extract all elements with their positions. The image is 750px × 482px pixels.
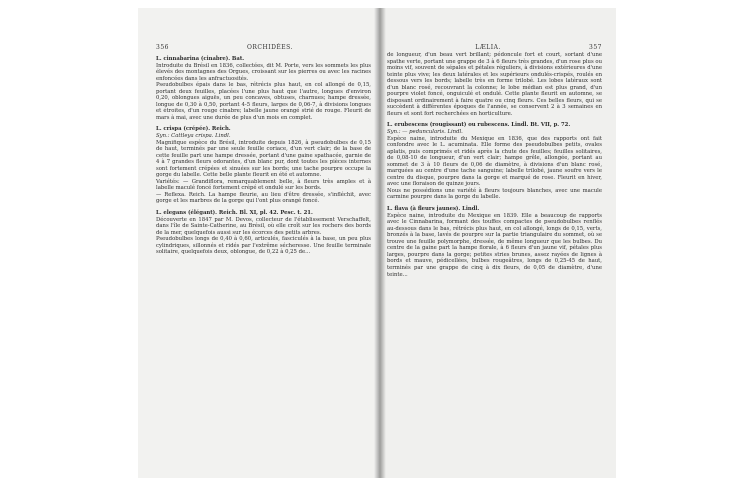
entry-synonym: Syn.: — peduncularis. Lindl. <box>387 129 463 136</box>
book-spread <box>138 8 616 478</box>
entry-heading: L. erubescens (rougissant) ou rubescens. Lindl. Bt. VII, p. 72. <box>387 122 571 129</box>
entry-paragraph: Introduite du Brésil en 1836, collectées, dit M. Porte, vers les sommets les plus élevés des montagnes des Orgues, croissant sur les pierres ou avec les racines enfoncées dans les anfractuosités. <box>156 62 371 82</box>
right-running-title: LÆLIA. <box>475 44 501 51</box>
right-page-number: 357 <box>589 44 602 51</box>
entry-paragraph: Pseudobulbes longs de 0,40 à 0,60, articulés, fasciculés à la base, un peu plus cylindriques, sillonnés et ridés par l'extrême sécheresse. Une feuille terminale solitaire, quelquefois deux, oblongue, de 0,22 à 0,25 de... <box>156 236 371 256</box>
left-running-title: ORCHIDÉES. <box>246 44 293 51</box>
entry-paragraph: Pseudobulbes épais dans le bas, rétrécis plus haut, en col allongé de 0,15, portant deux feuilles, placées l'une plus haut que l'autre, longues d'environ 0,20, oblongues aiguës, un peu concaves, obtuses, charnues; hampe dressée, longue de 0,30 à 0,50, portant 4-5 fleurs, larges de 0,06-7, à divisions longues et étroites, d'un rouge cinabre; labelle jaune orangé strié de rouge. Fleurit de mars à mai, avec une durée de plus d'un mois en complet. <box>156 82 371 121</box>
entry-paragraph: Espèce naine, introduite du Mexique en 1839. Elle a beaucoup de rapports avec le Cinnabarina, formant des touffes compactes de pseudobulbes renflés au-dessous dans le bas, rétrécis plus haut, en col allongé, longs de 0,15, verts, bronzés à la base, lavés de pourpre sur la partie triangulaire du sommet, où se trouve une feuille polymorphe, dressée, de même longueur que les bulbes. Du centre de la gaine part la hampe florale, à 6 fleurs d'un jaune vif, pétales plus larges, pourpre dans la gorge; petites stries brunes, assez rayées de lignes à bords et mauve, pédicellées, bulbes rougeâtres, longs de 0,25-45 de haut, terminés par une grappe de cinq à dix fleurs, de 0,05 de diamètre, d'une teinte... <box>387 212 602 278</box>
entry-paragraph: Espèce naine, introduite du Mexique en 1836, que des rapports ont fait confondre avec le L. acuminata. Elle forme des pseudobulbes petits, ovales aplatis, puis comprimés et ridés après la chute des feuilles; feuilles solitaires, de 0,08-10 de longueur, d'un vert clair; hampe grêle, allongée, portant au sommet de 3 à 10 fleurs de 0,06 de diamètre, à divisions d'un blanc rosé, marquées au centre d'une tache sanguine; labelle trilobé, jaune soufre vers le centre du disque, pourpre dans la gorge et marqué de rose. Fleurit en hiver, avec une floraison de quinze jours. <box>387 135 602 188</box>
entry-heading: L. crispa (crépée). Reich. <box>156 126 231 133</box>
left-page-number: 356 <box>156 44 169 51</box>
entry-paragraph: Découverte en 1847 par M. Devos, collecteur de l'établissement Verschaffelt, dans l'île de Sainte-Catherine, au Brésil, où elle croît sur les rochers des bords de la mer, quelquefois aussi sur les écorces des petits arbres. <box>156 216 371 236</box>
entry-paragraph: Magnifique espèce du Brésil, introduite depuis 1826, à pseudobulbes de 0,15 de haut, terminés par une seule feuille coriace, d'un vert clair; de la base de cette feuille part une hampe dressée, portant d'une gaine spathacée, garnie de 4 à 7 grandes fleurs odorantes, d'un blanc pur, dont toutes les pièces internes sont fortement crépées et sinuées sur les bords; une tache pourpre occupe la gorge du labelle. Cette belle plante fleurit en été et automne. <box>156 139 371 179</box>
entry-synonym: Syn.: Cattleya crispa. Lindl. <box>156 133 231 140</box>
entry-heading: L. flava (à fleurs jaunes). Lindl. <box>387 206 480 213</box>
book-gutter-shadow <box>374 8 386 478</box>
entry-paragraph: Variétés: — Grandiflora, remarquablement belle, à fleurs très amples et à labelle maculé foncé fortement crépé et ondulé sur les bords. <box>156 178 371 192</box>
left-page <box>138 8 379 478</box>
entry-paragraph: de longueur, d'un beau vert brillant; pédoncule fort et court, sortant d'une spathe verte, portant une grappe de 3 à 6 fleurs très grandes, d'un rose plus ou moins vif, souvent de sépales et pétales réguliers, à divisions extérieures d'une teinte plus vive; les deux latérales et les supérieurs ondulés-crispés, roulés en dessous vers les bords; labelle très en forme trilobé. Les lobes latéraux sont d'un blanc rosé, recouvrant la colonne; le lobe médian est plus grand, d'un pourpre violet foncé, onguiculé et ondulé. Cette plante fleurit en automne, se disposant ordinairement à faire quatre ou cinq fleurs. Ces belles fleurs, qui se succèdent à différentes époques de l'année, se conservent 2 à 3 semaines en fleurs et sont fort recherchées en horticulture. <box>387 52 602 117</box>
entry-paragraph: — Reflexa. Reich. La hampe fleurie, au lieu d'être dressée, s'infléchit, avec gorge et les marbres de la gorge qui l'ont plus orangé foncé. <box>156 191 371 205</box>
entry-paragraph: Nous ne possédions une variété à fleurs toujours blanches, avec une macule carmine pourpre dans la gorge du labelle. <box>387 187 602 201</box>
left-text-block <box>156 56 371 256</box>
right-running-head <box>387 44 602 51</box>
left-running-head <box>156 44 371 51</box>
right-text-block <box>387 52 602 278</box>
right-page <box>379 8 616 478</box>
entry-heading: L. cinnabarina (cinabre). Bat. <box>156 56 245 62</box>
entry-heading: L. elegans (élégant). Reich. Bl. XI, pl. 42. Pesc. t. 21. <box>156 210 313 217</box>
